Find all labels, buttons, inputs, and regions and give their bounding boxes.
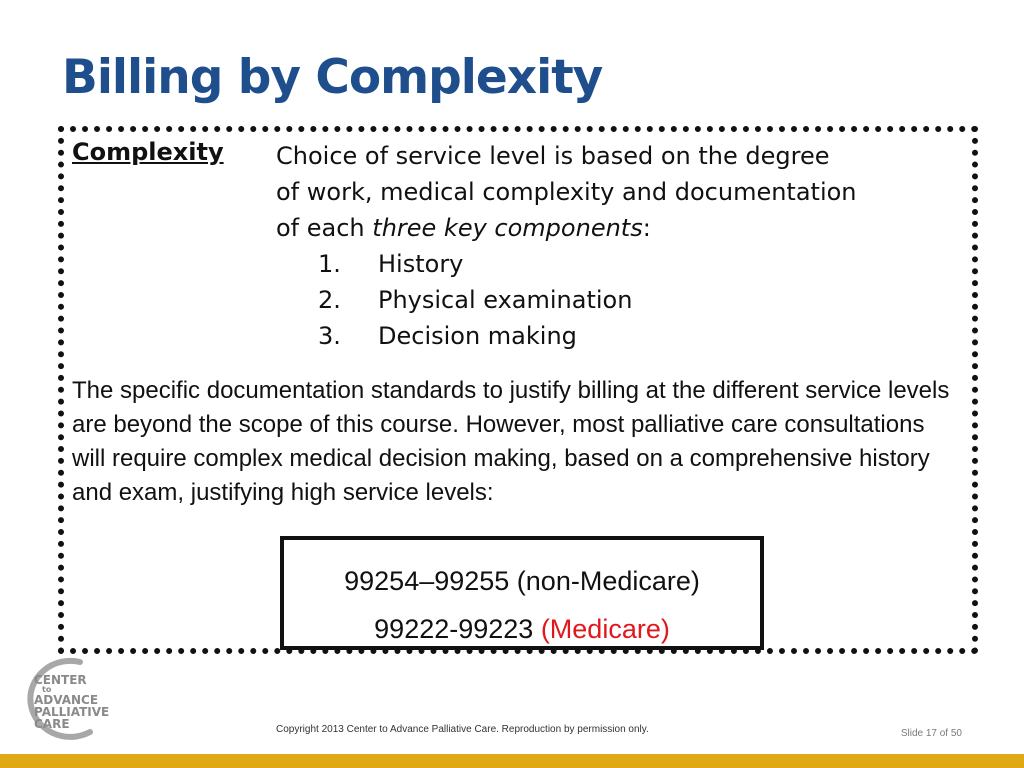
logo-text	[34, 674, 109, 730]
description-line-2: of work, medical complexity and documentation	[276, 178, 857, 206]
list-item	[318, 246, 956, 282]
components-list	[276, 246, 956, 354]
complexity-description	[276, 138, 956, 354]
list-item-number: 3.	[318, 322, 341, 350]
billing-codes-box	[280, 536, 764, 650]
copyright-notice: Copyright 2013 Center to Advance Palliative Care. Reproduction by permission only.	[276, 724, 649, 735]
logo-line-center: CENTER	[34, 673, 87, 687]
logo-line-care: CARE	[34, 717, 70, 731]
complexity-term: Complexity	[72, 138, 224, 166]
logo-line-to: to	[42, 685, 52, 694]
description-line-3	[276, 210, 956, 246]
description-line-3-prefix: of each	[276, 214, 373, 242]
documentation-standards-paragraph: The specific documentation standards to justify billing at the different service levels are beyond the scope of this course. However, most palliative care consultations will require complex medical decision making, based on a comprehensive history and exam, justifying high service levels:	[72, 377, 950, 506]
three-key-components-emphasis: three key components	[372, 214, 643, 242]
list-item	[318, 318, 956, 354]
logo-line-advance: ADVANCE	[34, 693, 99, 707]
capc-logo	[20, 656, 116, 740]
description-line-1: Choice of service level is based on the degree	[276, 142, 830, 170]
medicare-code-range: 99222-99223	[374, 614, 541, 644]
list-item-number: 1.	[318, 250, 341, 278]
medicare-codes	[284, 612, 760, 646]
list-item-label: History	[378, 250, 464, 278]
slide-title: Billing by Complexity	[62, 50, 603, 105]
list-item	[318, 282, 956, 318]
list-item-label: Decision making	[378, 322, 577, 350]
logo-line-palliative: PALLIATIVE	[34, 705, 110, 719]
list-item-number: 2.	[318, 286, 341, 314]
slide-number: Slide 17 of 50	[900, 728, 962, 739]
footer-gold-bar	[0, 754, 1024, 768]
non-medicare-codes: 99254–99255 (non-Medicare)	[344, 566, 700, 596]
medicare-label: (Medicare)	[540, 614, 670, 644]
description-line-3-suffix: :	[642, 214, 651, 242]
list-item-label: Physical examination	[378, 286, 633, 314]
